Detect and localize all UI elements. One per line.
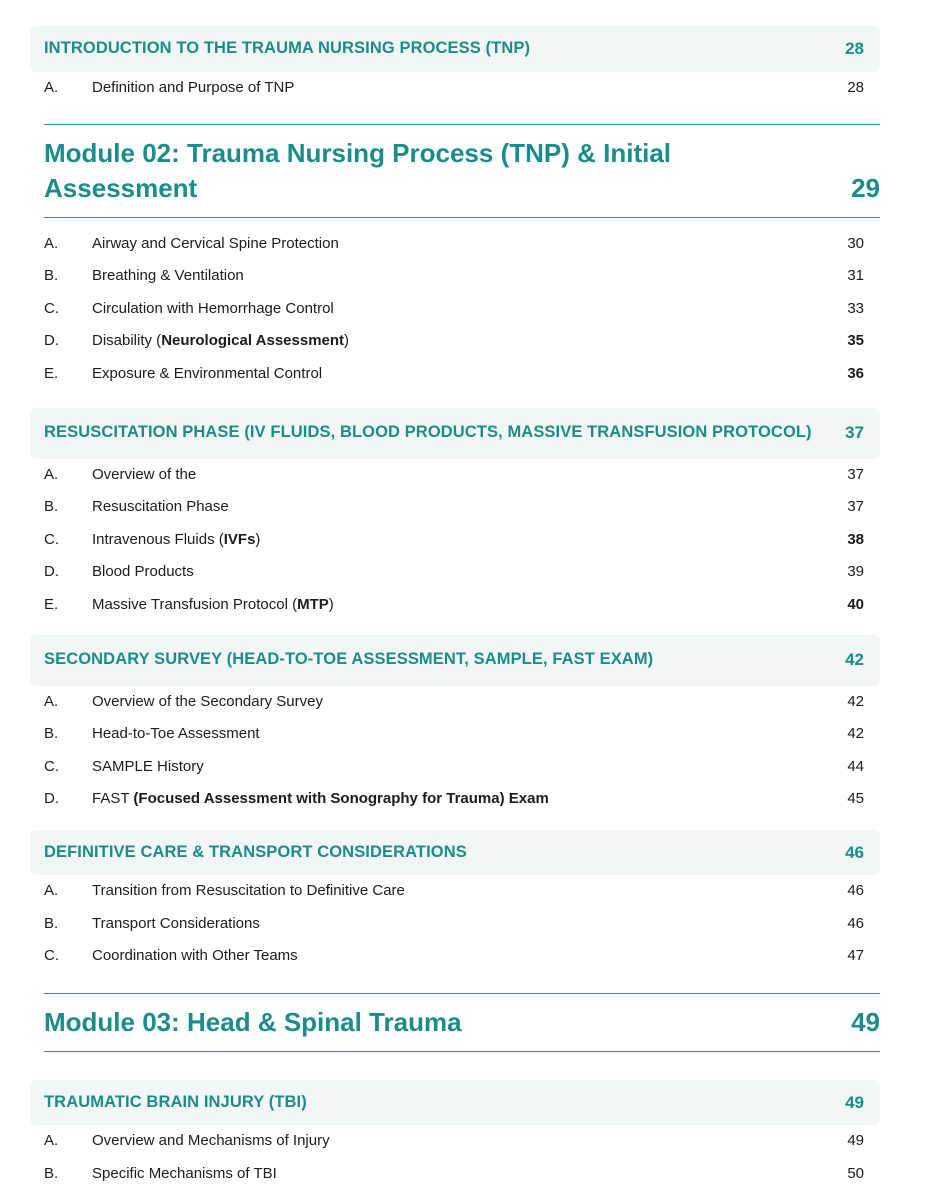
module-header-page: 49 [851,1006,880,1037]
toc-entry-row[interactable] [30,1158,880,1191]
entry-title: Airway and Cervical Spine Protection [92,234,339,252]
spacer [0,621,930,635]
section-header[interactable] [30,408,880,459]
toc-entry-row[interactable] [30,589,880,622]
module-header[interactable] [44,124,880,218]
entry-page: 39 [847,563,864,581]
entry-title: Overview and Mechanisms of Injury [92,1132,330,1150]
entry-letter: C. [44,757,59,775]
entry-title: Overview of the [92,465,197,483]
entry-page: 33 [847,299,864,317]
toc-entry-row[interactable] [30,72,880,105]
toc-entry-row[interactable] [30,524,880,557]
spacer [0,218,930,228]
entry-letter: B. [44,725,59,743]
entry-letter: D. [44,790,59,808]
entry-letter: E. [44,364,59,382]
entry-page: 35 [847,332,864,350]
spacer [0,1052,930,1062]
toc-entry-row[interactable] [30,556,880,589]
spacer [0,1062,930,1080]
toc-entry-row[interactable] [30,875,880,908]
module-header[interactable] [44,993,880,1052]
entry-title: Transport Considerations [92,914,260,932]
entry-letter: C. [44,299,59,317]
toc-entry-row[interactable] [30,940,880,973]
entry-page: 36 [847,364,864,382]
toc-entry-row[interactable] [30,718,880,751]
module-header-title: Module 02: Trauma Nursing Process (TNP) & Initial Assessment [44,138,672,203]
entry-title: Coordination with Other Teams [92,947,298,965]
section-header-title: SECONDARY SURVEY (HEAD-TO-TOE ASSESSMENT, SAMPLE, FAST EXAM) [44,650,654,669]
section-header[interactable] [30,26,880,72]
entry-letter: A. [44,692,59,710]
entry-title: Specific Mechanisms of TBI [92,1164,277,1182]
entry-page: 40 [847,595,864,613]
entry-letter: D. [44,563,59,581]
entry-page: 38 [847,530,864,548]
entry-letter: E. [44,595,59,613]
entry-page: 37 [847,498,864,516]
entry-letter: A. [44,882,59,900]
module-header-title: Module 03: Head & Spinal Trauma [44,1006,462,1037]
toc-entry-row[interactable] [30,293,880,326]
entry-page: 50 [847,1164,864,1182]
toc-entry-row[interactable] [30,491,880,524]
section-header[interactable] [30,1080,880,1126]
entry-page: 47 [847,947,864,965]
section-header-title: TRAUMATIC BRAIN INJURY (TBI) [44,1092,307,1111]
entry-page: 46 [847,914,864,932]
entry-title: Blood Products [92,563,194,581]
entry-page: 45 [847,790,864,808]
entry-title: Breathing & Ventilation [92,267,244,285]
entry-title: Circulation with Hemorrhage Control [92,299,334,317]
entry-title: Massive Transfusion Protocol (MTP) [92,595,334,613]
section-header-title: DEFINITIVE CARE & TRANSPORT CONSIDERATIONS [44,842,467,861]
entry-title: FAST (Focused Assessment with Sonography for Trauma) Exam [92,790,549,808]
entry-title: Definition and Purpose of TNP [92,78,295,96]
toc-entry-row[interactable] [30,325,880,358]
toc-entry-row[interactable] [30,751,880,784]
entry-letter: D. [44,332,59,350]
section-header-page: 46 [845,842,864,862]
entry-page: 46 [847,882,864,900]
spacer [0,816,930,830]
entry-title: Transition from Resuscitation to Definitive Care [92,882,405,900]
entry-letter: B. [44,267,59,285]
section-header-title: RESUSCITATION PHASE (IV FLUIDS, BLOOD PRODUCTS, MASSIVE TRANSFUSION PROTOCOL) [44,423,812,442]
spacer [0,390,930,408]
entry-title: Disability (Neurological Assessment) [92,332,350,350]
toc-entry-row[interactable] [30,358,880,391]
entry-letter: C. [44,530,59,548]
entry-letter: B. [44,914,59,932]
entry-page: 30 [847,234,864,252]
module-header-page: 29 [851,172,880,203]
section-header-title: INTRODUCTION TO THE TRAUMA NURSING PROCESS (TNP) [44,39,531,57]
entry-letter: A. [44,234,59,252]
spacer [0,1190,930,1204]
entry-title: Resuscitation Phase [92,498,229,516]
section-header-page: 28 [845,39,864,58]
section-header[interactable] [30,830,880,876]
toc-entry-row[interactable] [30,459,880,492]
entry-page: 28 [847,78,864,96]
toc-entry-row[interactable] [30,686,880,719]
section-header-page: 49 [845,1092,864,1112]
entry-page: 49 [847,1132,864,1150]
section-header-page: 37 [845,423,864,443]
entry-title: Head-to-Toe Assessment [92,725,260,743]
spacer [0,973,930,987]
entry-letter: A. [44,465,59,483]
section-header[interactable] [30,635,880,686]
entry-letter: A. [44,78,59,96]
entry-title: Exposure & Environmental Control [92,364,323,382]
entry-page: 37 [847,465,864,483]
entry-title: Intravenous Fluids (IVFs) [92,530,261,548]
section-header-page: 42 [845,650,864,670]
entry-page: 44 [847,757,864,775]
entry-letter: B. [44,498,59,516]
entry-title: SAMPLE History [92,757,204,775]
spacer [0,104,930,118]
toc-entry-row[interactable] [30,783,880,816]
entry-page: 31 [847,267,864,285]
entry-page: 42 [847,725,864,743]
toc-entry-row[interactable] [30,228,880,261]
toc-entry-row[interactable] [30,260,880,293]
entry-page: 42 [847,692,864,710]
toc-entry-row[interactable] [30,1125,880,1158]
entry-letter: B. [44,1164,59,1182]
entry-title: Overview of the Secondary Survey [92,692,323,710]
toc-entry-row[interactable] [30,908,880,941]
entry-letter: A. [44,1132,59,1150]
entry-letter: C. [44,947,59,965]
